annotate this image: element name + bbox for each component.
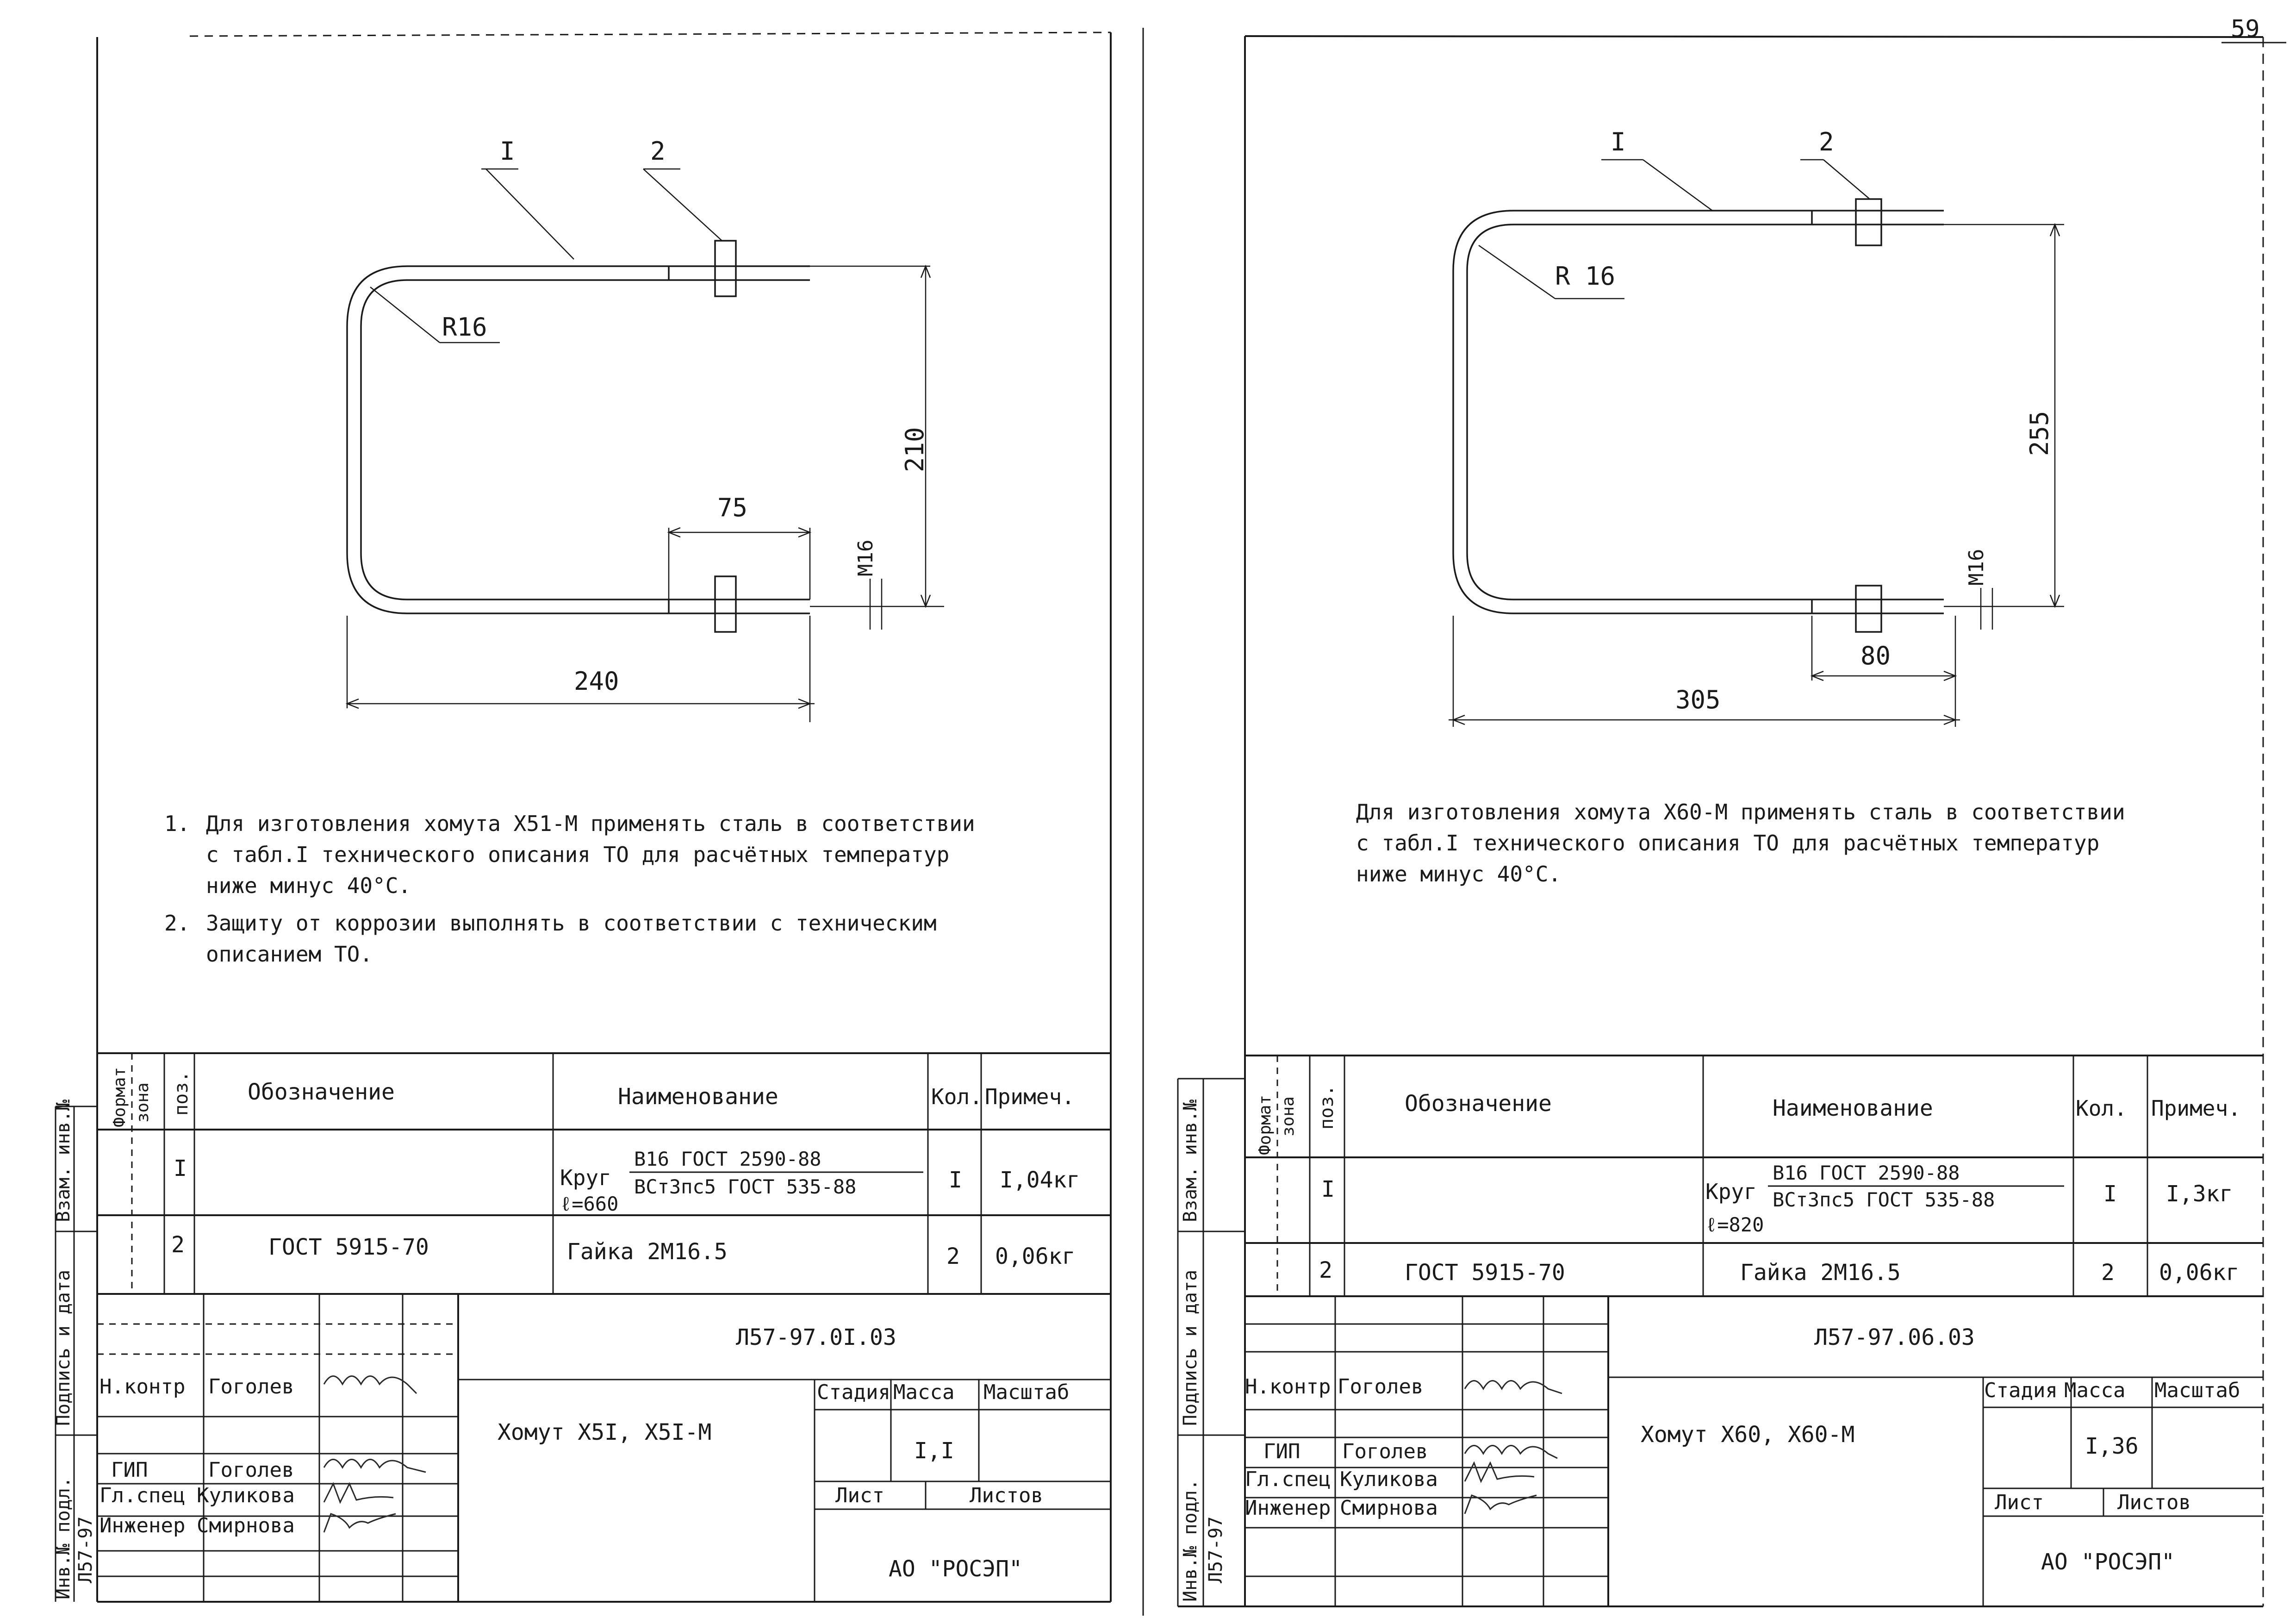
page-number: 59 (2231, 15, 2260, 43)
right-hdr-name: Наименование (1773, 1095, 1933, 1121)
left-row2-qty: 2 (946, 1243, 960, 1269)
left-note-2-line1: Защиту от коррозии выполнять в соответствии с техническим (206, 911, 937, 936)
left-hdr-note: Примеч. (985, 1084, 1075, 1109)
left-role-4: Инженер (100, 1514, 186, 1537)
right-scale-label: Масштаб (2154, 1379, 2240, 1402)
right-title: Хомут Х60, Х60-М (1641, 1422, 1855, 1448)
left-role-3-name: Куликова (197, 1484, 295, 1507)
left-hdr-format: Формат (110, 1067, 129, 1127)
right-hdr-zone: зона (1279, 1096, 1298, 1137)
left-role-3: Гл.спец (100, 1484, 186, 1507)
right-role-2: ГИП (1263, 1440, 1300, 1463)
left-margin-code: Л57-97 (75, 1516, 96, 1583)
right-row2-qty: 2 (2101, 1260, 2115, 1286)
left-doc-number: Л57-97.0I.03 (736, 1324, 896, 1350)
right-role-2-name: Гоголев (1342, 1440, 1428, 1463)
left-row1-name-prefix: Круг (560, 1165, 611, 1190)
left-callout-pos1: I (500, 137, 515, 166)
right-sheet-label: Лист (1995, 1491, 2044, 1514)
right-margin-inv: Инв.№ подл. (1180, 1479, 1201, 1602)
left-notes (164, 811, 975, 967)
right-dim-height: 255 (2025, 411, 2054, 456)
right-role-3-name: Куликова (1340, 1468, 1438, 1491)
right-signature-3 (1465, 1463, 1534, 1481)
left-hdr-name: Наименование (618, 1084, 778, 1110)
left-note-1-line1: Для изготовления хомута Х51-М применять сталь в соответствии (206, 811, 975, 836)
left-note-1-line3: ниже минус 40°С. (206, 873, 411, 898)
left-radius-label: R16 (442, 312, 487, 342)
right-dim-width: 305 (1675, 685, 1721, 714)
left-sheets-label: Листов (970, 1484, 1043, 1507)
right-callout-pos1: I (1611, 127, 1626, 156)
right-row2-name: Гайка 2М16.5 (1740, 1260, 1901, 1286)
left-row1-name-num: B16 ГОСТ 2590-88 (634, 1148, 821, 1170)
right-nut-top (1856, 199, 1881, 245)
left-hdr-zone: зона (133, 1082, 152, 1123)
left-stage-label: Стадия (817, 1380, 890, 1404)
left-role-2: ГИП (111, 1458, 148, 1482)
left-role-1: Н.контр (100, 1375, 186, 1399)
left-role-2-name: Гоголев (208, 1458, 294, 1482)
right-nut-bottom (1856, 586, 1881, 632)
right-margin-replace: Взам. инв.№ (1180, 1099, 1201, 1222)
right-role-1-name: Гоголев (1338, 1375, 1424, 1399)
right-hdr-designation: Обозначение (1405, 1091, 1552, 1117)
right-org: АО "РОСЭП" (2041, 1549, 2175, 1575)
left-note-2-line2: описанием ТО. (206, 942, 373, 967)
left-dim-width: 240 (574, 667, 619, 696)
right-row1-note: I,3кг (2166, 1181, 2233, 1207)
right-row1-name-num: B16 ГОСТ 2590-88 (1773, 1162, 1960, 1184)
left-row1-note: I,04кг (1000, 1167, 1080, 1193)
right-mass-label: Масса (2064, 1379, 2126, 1402)
left-title: Хомут Х5I, Х5I-М (498, 1419, 712, 1445)
left-row1-qty: I (949, 1167, 962, 1193)
right-hdr-note: Примеч. (2151, 1096, 2241, 1121)
right-margin-sign: Подпись и дата (1180, 1269, 1201, 1426)
left-signature-3 (324, 1484, 393, 1502)
right-callout-pos2: 2 (1819, 127, 1834, 156)
left-dim-height: 210 (900, 427, 929, 472)
right-role-4-name: Смирнова (1340, 1496, 1438, 1520)
left-margin-sign: Подпись и дата (53, 1269, 74, 1426)
left-dim-thread: 75 (717, 493, 748, 522)
left-hdr-pos: поз. (171, 1071, 192, 1116)
left-row1-name-len: ℓ=660 (560, 1193, 619, 1215)
right-note-1-line2: с табл.I технического описания ТО для расчётных температур (1356, 831, 2100, 856)
right-signature-1 (1465, 1381, 1562, 1394)
left-margin-inv: Инв.№ подл. (53, 1477, 74, 1599)
left-row2-note: 0,06кг (995, 1243, 1076, 1269)
right-doc-number: Л57-97.06.03 (1814, 1324, 1975, 1350)
right-row1-qty: I (2103, 1181, 2117, 1207)
left-hdr-designation: Обозначение (248, 1079, 395, 1105)
left-row2-name: Гайка 2М16.5 (567, 1239, 728, 1265)
left-mass-label: Масса (893, 1380, 955, 1404)
left-note-1-line2: с табл.I технического описания ТО для расчётных температур (206, 842, 950, 867)
left-nut-bottom (715, 576, 736, 632)
right-note-1-line1: Для изготовления хомута Х60-М применять сталь в соответствии (1356, 800, 2125, 824)
right-radius-label: R 16 (1555, 262, 1616, 291)
right-thread-label: M16 (1965, 549, 1988, 586)
left-clamp-drawing (347, 169, 944, 722)
right-role-4: Инженер (1245, 1496, 1331, 1520)
left-row2-pos: 2 (171, 1232, 185, 1258)
left-row1-name-den: ВСт3пс5 ГОСТ 535-88 (634, 1175, 857, 1198)
right-row2-pos: 2 (1319, 1257, 1332, 1283)
right-row1-name-len: ℓ=820 (1705, 1213, 1764, 1236)
right-dim-thread: 80 (1860, 641, 1891, 670)
right-role-3: Гл.спец (1245, 1468, 1331, 1491)
left-frame-top (190, 32, 1111, 36)
left-note-2-num: 2. (164, 911, 190, 936)
left-role-1-name: Гоголев (208, 1375, 294, 1399)
right-mass: I,36 (2085, 1433, 2139, 1459)
right-row1-name-den: ВСт3пс5 ГОСТ 535-88 (1773, 1188, 1995, 1211)
left-row1-pos: I (174, 1156, 187, 1181)
right-frame-top (1245, 36, 2263, 37)
left-hdr-qty: Кол. (931, 1084, 983, 1109)
right-row1-pos: I (1321, 1176, 1335, 1202)
right-hdr-format: Формат (1256, 1094, 1275, 1155)
left-signature-2 (324, 1460, 426, 1473)
right-row2-note: 0,06кг (2159, 1260, 2240, 1286)
right-hdr-qty: Кол. (2076, 1096, 2127, 1121)
left-margin-replace: Взам. инв.№ (53, 1099, 74, 1222)
right-note-1-line3: ниже минус 40°С. (1356, 862, 1562, 887)
left-org: АО "РОСЭП" (889, 1556, 1022, 1582)
left-sheet (53, 32, 1111, 1602)
left-callout-pos2: 2 (650, 137, 666, 166)
right-sheet (1178, 36, 2263, 1606)
left-sheet-label: Лист (835, 1484, 884, 1507)
right-row1-name-prefix: Круг (1705, 1179, 1757, 1204)
right-role-1: Н.контр (1245, 1375, 1331, 1399)
right-row2-designation: ГОСТ 5915-70 (1405, 1260, 1565, 1286)
left-thread-label: M16 (854, 539, 877, 576)
left-mass: I,I (914, 1438, 954, 1464)
right-stage-label: Стадия (1984, 1379, 2058, 1402)
left-scale-label: Масштаб (983, 1380, 1070, 1404)
left-role-4-name: Смирнова (197, 1514, 295, 1537)
right-margin-code: Л57-97 (1205, 1516, 1226, 1583)
left-nut-top (715, 241, 736, 296)
right-hdr-pos: поз. (1316, 1085, 1338, 1130)
left-row2-designation: ГОСТ 5915-70 (268, 1234, 429, 1260)
right-notes (1356, 800, 2125, 887)
left-note-1-num: 1. (164, 811, 190, 836)
right-sheets-label: Листов (2117, 1491, 2191, 1514)
right-clamp-drawing (1449, 160, 2064, 727)
